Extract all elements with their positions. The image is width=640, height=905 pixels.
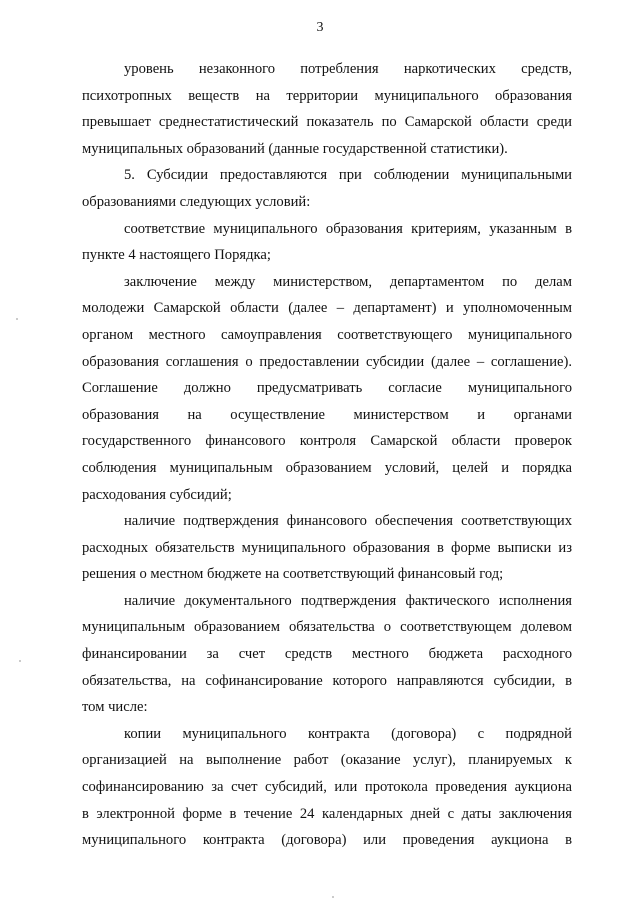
text-line: муниципальных образований (данные государственной статистики). [82,140,508,157]
text-line: расходования субсидий; [82,486,232,503]
text-line: муниципального контракта (договора) или проведения аукциона в [82,832,572,849]
text-line: государственного финансового контроля Самарской области проверок [82,433,572,450]
scan-speck [332,896,334,898]
text-line: органом местного самоуправления соответствующего муниципального [82,326,572,343]
text-line: соблюдения муниципальным образованием условий, целей и порядка [82,459,572,476]
text-line: превышает среднестатистический показатель по Самарской области среди [82,114,572,131]
page-number: 3 [316,20,324,35]
text-line: 5. Субсидии предоставляются при соблюдении муниципальными [124,167,572,184]
text-line: организацией на выполнение работ (оказание услуг), планируемых к [82,752,572,769]
text-line: наличие документального подтверждения фактического исполнения [124,592,572,609]
scan-speck [19,660,21,662]
text-line: финансировании за счет средств местного бюджета расходного [82,646,572,663]
text-line: образования соглашения о предоставлении субсидии (далее – соглашение). [82,353,572,370]
text-line: заключение между министерством, департаментом по делам [124,273,572,290]
text-line: образованиями следующих условий: [82,193,311,210]
text-line: обязательства, на софинансирование которого направляются субсидии, в [82,672,572,689]
scan-speck [16,318,18,320]
text-line: расходных обязательств муниципального образования в форме выписки из [82,539,572,556]
text-line: решения о местном бюджете на соответствующий финансовый год; [82,566,504,583]
text-line: уровень незаконного потребления наркотических средств, [124,61,572,77]
text-line: Соглашение должно предусматривать согласие муниципального [82,380,572,397]
text-line: пункте 4 настоящего Порядка; [82,247,271,264]
text-line: образования на осуществление министерством и органами [82,406,572,423]
text-line: муниципальным образованием обязательства о соответствующем долевом [82,619,572,636]
text-line: софинансированию за счет субсидий, или протокола проведения аукциона [82,779,572,796]
text-line: психотропных веществ на территории муниципального образования [82,87,572,104]
text-line: том числе: [82,699,148,716]
text-line: в электронной форме в течение 24 календарных дней с даты заключения [82,805,572,822]
text-line: соответствие муниципального образования критериям, указанным в [124,220,572,237]
text-line: наличие подтверждения финансового обеспечения соответствующих [124,513,572,530]
text-line: молодежи Самарской области (далее – департамент) и уполномоченным [82,300,572,317]
text-line: копии муниципального контракта (договора) с подрядной [124,725,572,742]
document-body [82,56,572,854]
